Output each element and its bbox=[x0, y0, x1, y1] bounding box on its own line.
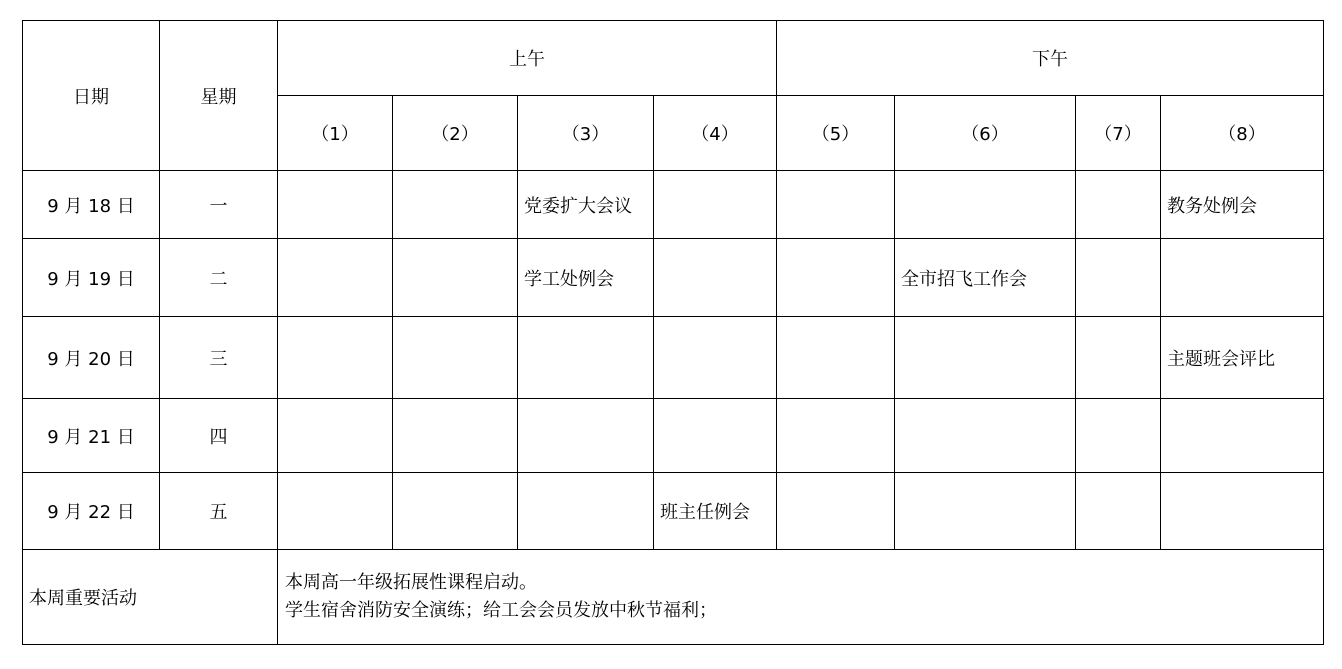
schedule-cell: 学工处例会 bbox=[518, 239, 654, 317]
morning-header: 上午 bbox=[278, 21, 777, 96]
period-header: （6） bbox=[895, 96, 1076, 171]
schedule-cell bbox=[518, 473, 654, 550]
schedule-cell bbox=[393, 171, 518, 239]
schedule-cell bbox=[518, 399, 654, 473]
weekly-schedule-table bbox=[22, 20, 1324, 645]
schedule-cell bbox=[393, 239, 518, 317]
schedule-cell bbox=[654, 399, 777, 473]
schedule-cell bbox=[895, 171, 1076, 239]
schedule-cell bbox=[1076, 399, 1161, 473]
weekly-activities-label: 本周重要活动 bbox=[23, 550, 278, 645]
weekday-cell: 二 bbox=[160, 239, 278, 317]
schedule-cell bbox=[518, 317, 654, 399]
schedule-cell bbox=[393, 317, 518, 399]
table-row bbox=[23, 399, 1324, 473]
schedule-cell bbox=[895, 317, 1076, 399]
schedule-cell: 全市招飞工作会 bbox=[895, 239, 1076, 317]
schedule-cell bbox=[895, 473, 1076, 550]
period-header: （3） bbox=[518, 96, 654, 171]
weekday-header: 星期 bbox=[160, 21, 278, 171]
schedule-cell bbox=[777, 399, 895, 473]
weekday-cell: 一 bbox=[160, 171, 278, 239]
period-header: （2） bbox=[393, 96, 518, 171]
schedule-cell: 党委扩大会议 bbox=[518, 171, 654, 239]
schedule-cell bbox=[1076, 239, 1161, 317]
date-cell: 9 月 22 日 bbox=[23, 473, 160, 550]
header-row-top bbox=[23, 21, 1324, 96]
weekday-cell: 三 bbox=[160, 317, 278, 399]
schedule-cell bbox=[393, 473, 518, 550]
schedule-cell bbox=[278, 239, 393, 317]
period-header: （7） bbox=[1076, 96, 1161, 171]
schedule-cell bbox=[393, 399, 518, 473]
schedule-cell bbox=[654, 317, 777, 399]
schedule-cell: 主题班会评比 bbox=[1161, 317, 1324, 399]
activity-note: 学生宿舍消防安全演练；给工会会员发放中秋节福利； bbox=[285, 600, 717, 621]
weekday-cell: 五 bbox=[160, 473, 278, 550]
schedule-cell bbox=[1076, 317, 1161, 399]
schedule-cell: 教务处例会 bbox=[1161, 171, 1324, 239]
schedule-cell bbox=[278, 473, 393, 550]
table-row bbox=[23, 239, 1324, 317]
schedule-cell bbox=[278, 317, 393, 399]
schedule-cell bbox=[278, 399, 393, 473]
table-row bbox=[23, 317, 1324, 399]
schedule-cell bbox=[1161, 399, 1324, 473]
schedule-cell bbox=[278, 171, 393, 239]
schedule-cell bbox=[1076, 171, 1161, 239]
period-header: （4） bbox=[654, 96, 777, 171]
table-row bbox=[23, 473, 1324, 550]
activity-note: 本周高一年级拓展性课程启动。 bbox=[285, 572, 537, 593]
footer-row bbox=[23, 550, 1324, 645]
schedule-cell bbox=[654, 171, 777, 239]
schedule-cell: 班主任例会 bbox=[654, 473, 777, 550]
schedule-cell bbox=[1161, 473, 1324, 550]
date-cell: 9 月 18 日 bbox=[23, 171, 160, 239]
schedule-cell bbox=[895, 399, 1076, 473]
afternoon-header: 下午 bbox=[777, 21, 1324, 96]
table-row bbox=[23, 171, 1324, 239]
schedule-cell bbox=[777, 239, 895, 317]
date-cell: 9 月 21 日 bbox=[23, 399, 160, 473]
schedule-cell bbox=[777, 317, 895, 399]
date-cell: 9 月 20 日 bbox=[23, 317, 160, 399]
date-header: 日期 bbox=[23, 21, 160, 171]
period-header: （5） bbox=[777, 96, 895, 171]
schedule-cell bbox=[1161, 239, 1324, 317]
period-header: （1） bbox=[278, 96, 393, 171]
weekday-cell: 四 bbox=[160, 399, 278, 473]
weekly-activities-notes bbox=[278, 550, 1324, 645]
date-cell: 9 月 19 日 bbox=[23, 239, 160, 317]
schedule-cell bbox=[1076, 473, 1161, 550]
schedule-cell bbox=[777, 473, 895, 550]
schedule-cell bbox=[777, 171, 895, 239]
schedule-cell bbox=[654, 239, 777, 317]
period-header: （8） bbox=[1161, 96, 1324, 171]
